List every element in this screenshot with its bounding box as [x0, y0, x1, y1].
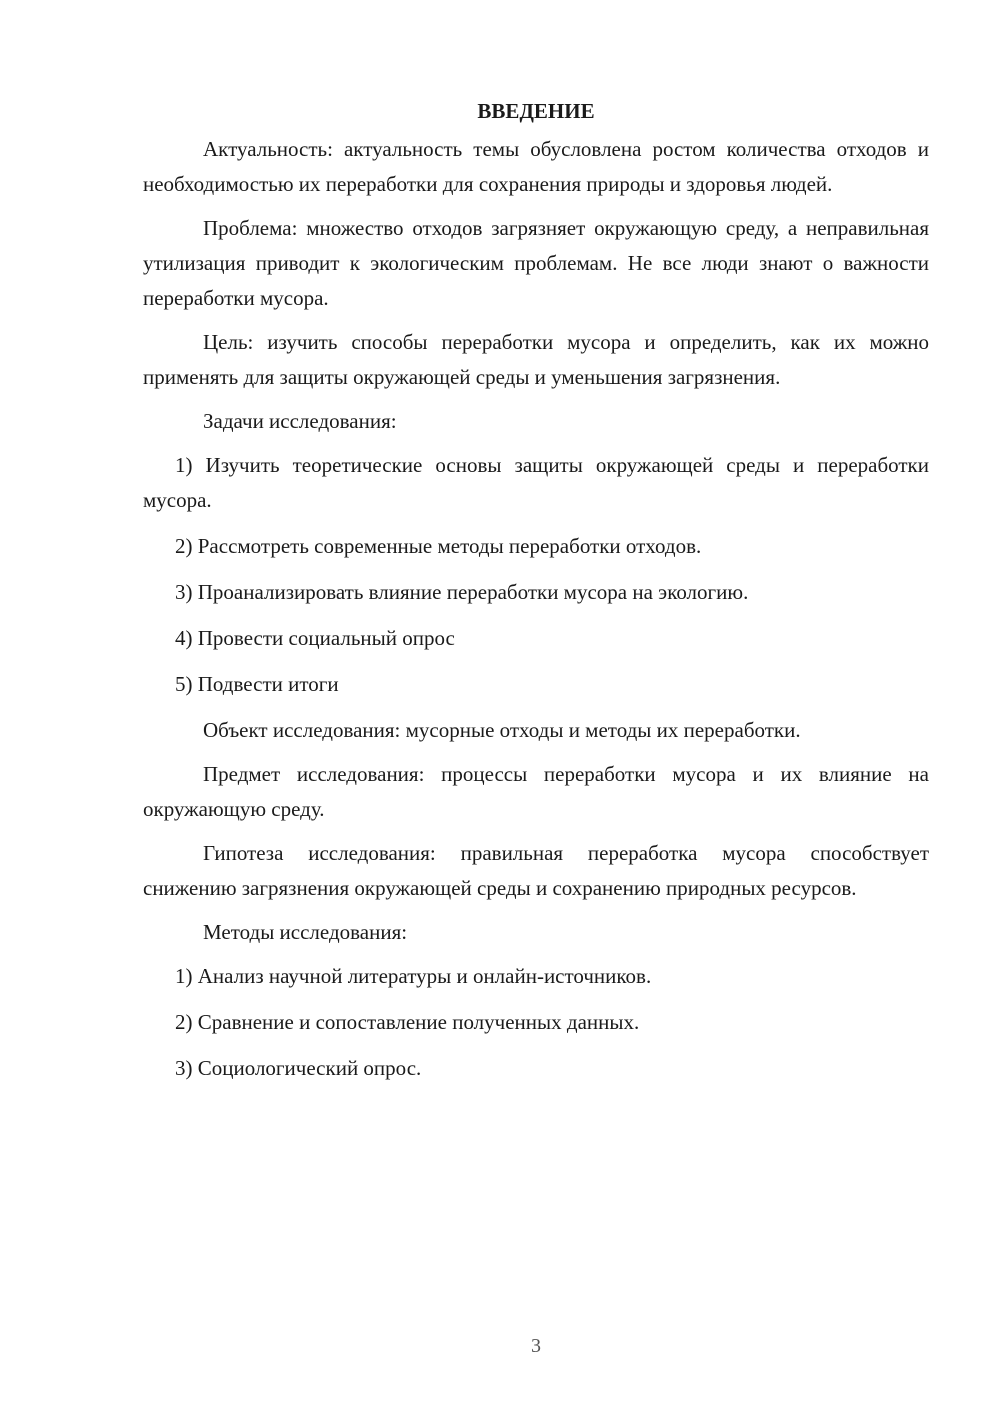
- task-item: 2) Рассмотреть современные методы переработки отходов.: [175, 534, 702, 558]
- goal-paragraph: Цель: изучить способы переработки мусора и определить, как их можно применять для защиты окружающей среды и уменьшения загрязнения.: [143, 330, 929, 389]
- page-title: ВВЕДЕНИЕ: [477, 99, 595, 123]
- tasks-heading: Задачи исследования:: [203, 409, 397, 433]
- problem-paragraph: Проблема: множество отходов загрязняет окружающую среду, а неправильная утилизация приводит к экологическим проблемам. Не все люди знают о важности переработки мусора.: [143, 216, 929, 310]
- page-number: 3: [531, 1335, 541, 1357]
- object-paragraph: Объект исследования: мусорные отходы и методы их переработки.: [203, 718, 801, 742]
- task-item: 3) Проанализировать влияние переработки мусора на экологию.: [175, 580, 749, 604]
- subject-paragraph: Предмет исследования: процессы переработки мусора и их влияние на окружающую среду.: [143, 762, 929, 821]
- task-item: 4) Провести социальный опрос: [175, 626, 455, 650]
- methods-heading: Методы исследования:: [203, 920, 408, 944]
- task-item: 1) Изучить теоретические основы защиты окружающей среды и переработки мусора.: [143, 453, 929, 512]
- method-item: 1) Анализ научной литературы и онлайн-источников.: [175, 964, 652, 988]
- method-item: 2) Сравнение и сопоставление полученных данных.: [175, 1010, 640, 1034]
- task-item: 5) Подвести итоги: [175, 672, 339, 696]
- relevance-paragraph: Актуальность: актуальность темы обусловлена ростом количества отходов и необходимостью их переработки для сохранения природы и здоровья людей.: [143, 137, 929, 196]
- method-item: 3) Социологический опрос.: [175, 1056, 422, 1080]
- hypothesis-paragraph: Гипотеза исследования: правильная переработка мусора способствует снижению загрязнения окружающей среды и сохранению природных ресурсов.: [143, 841, 929, 900]
- page-body: [143, 96, 929, 1097]
